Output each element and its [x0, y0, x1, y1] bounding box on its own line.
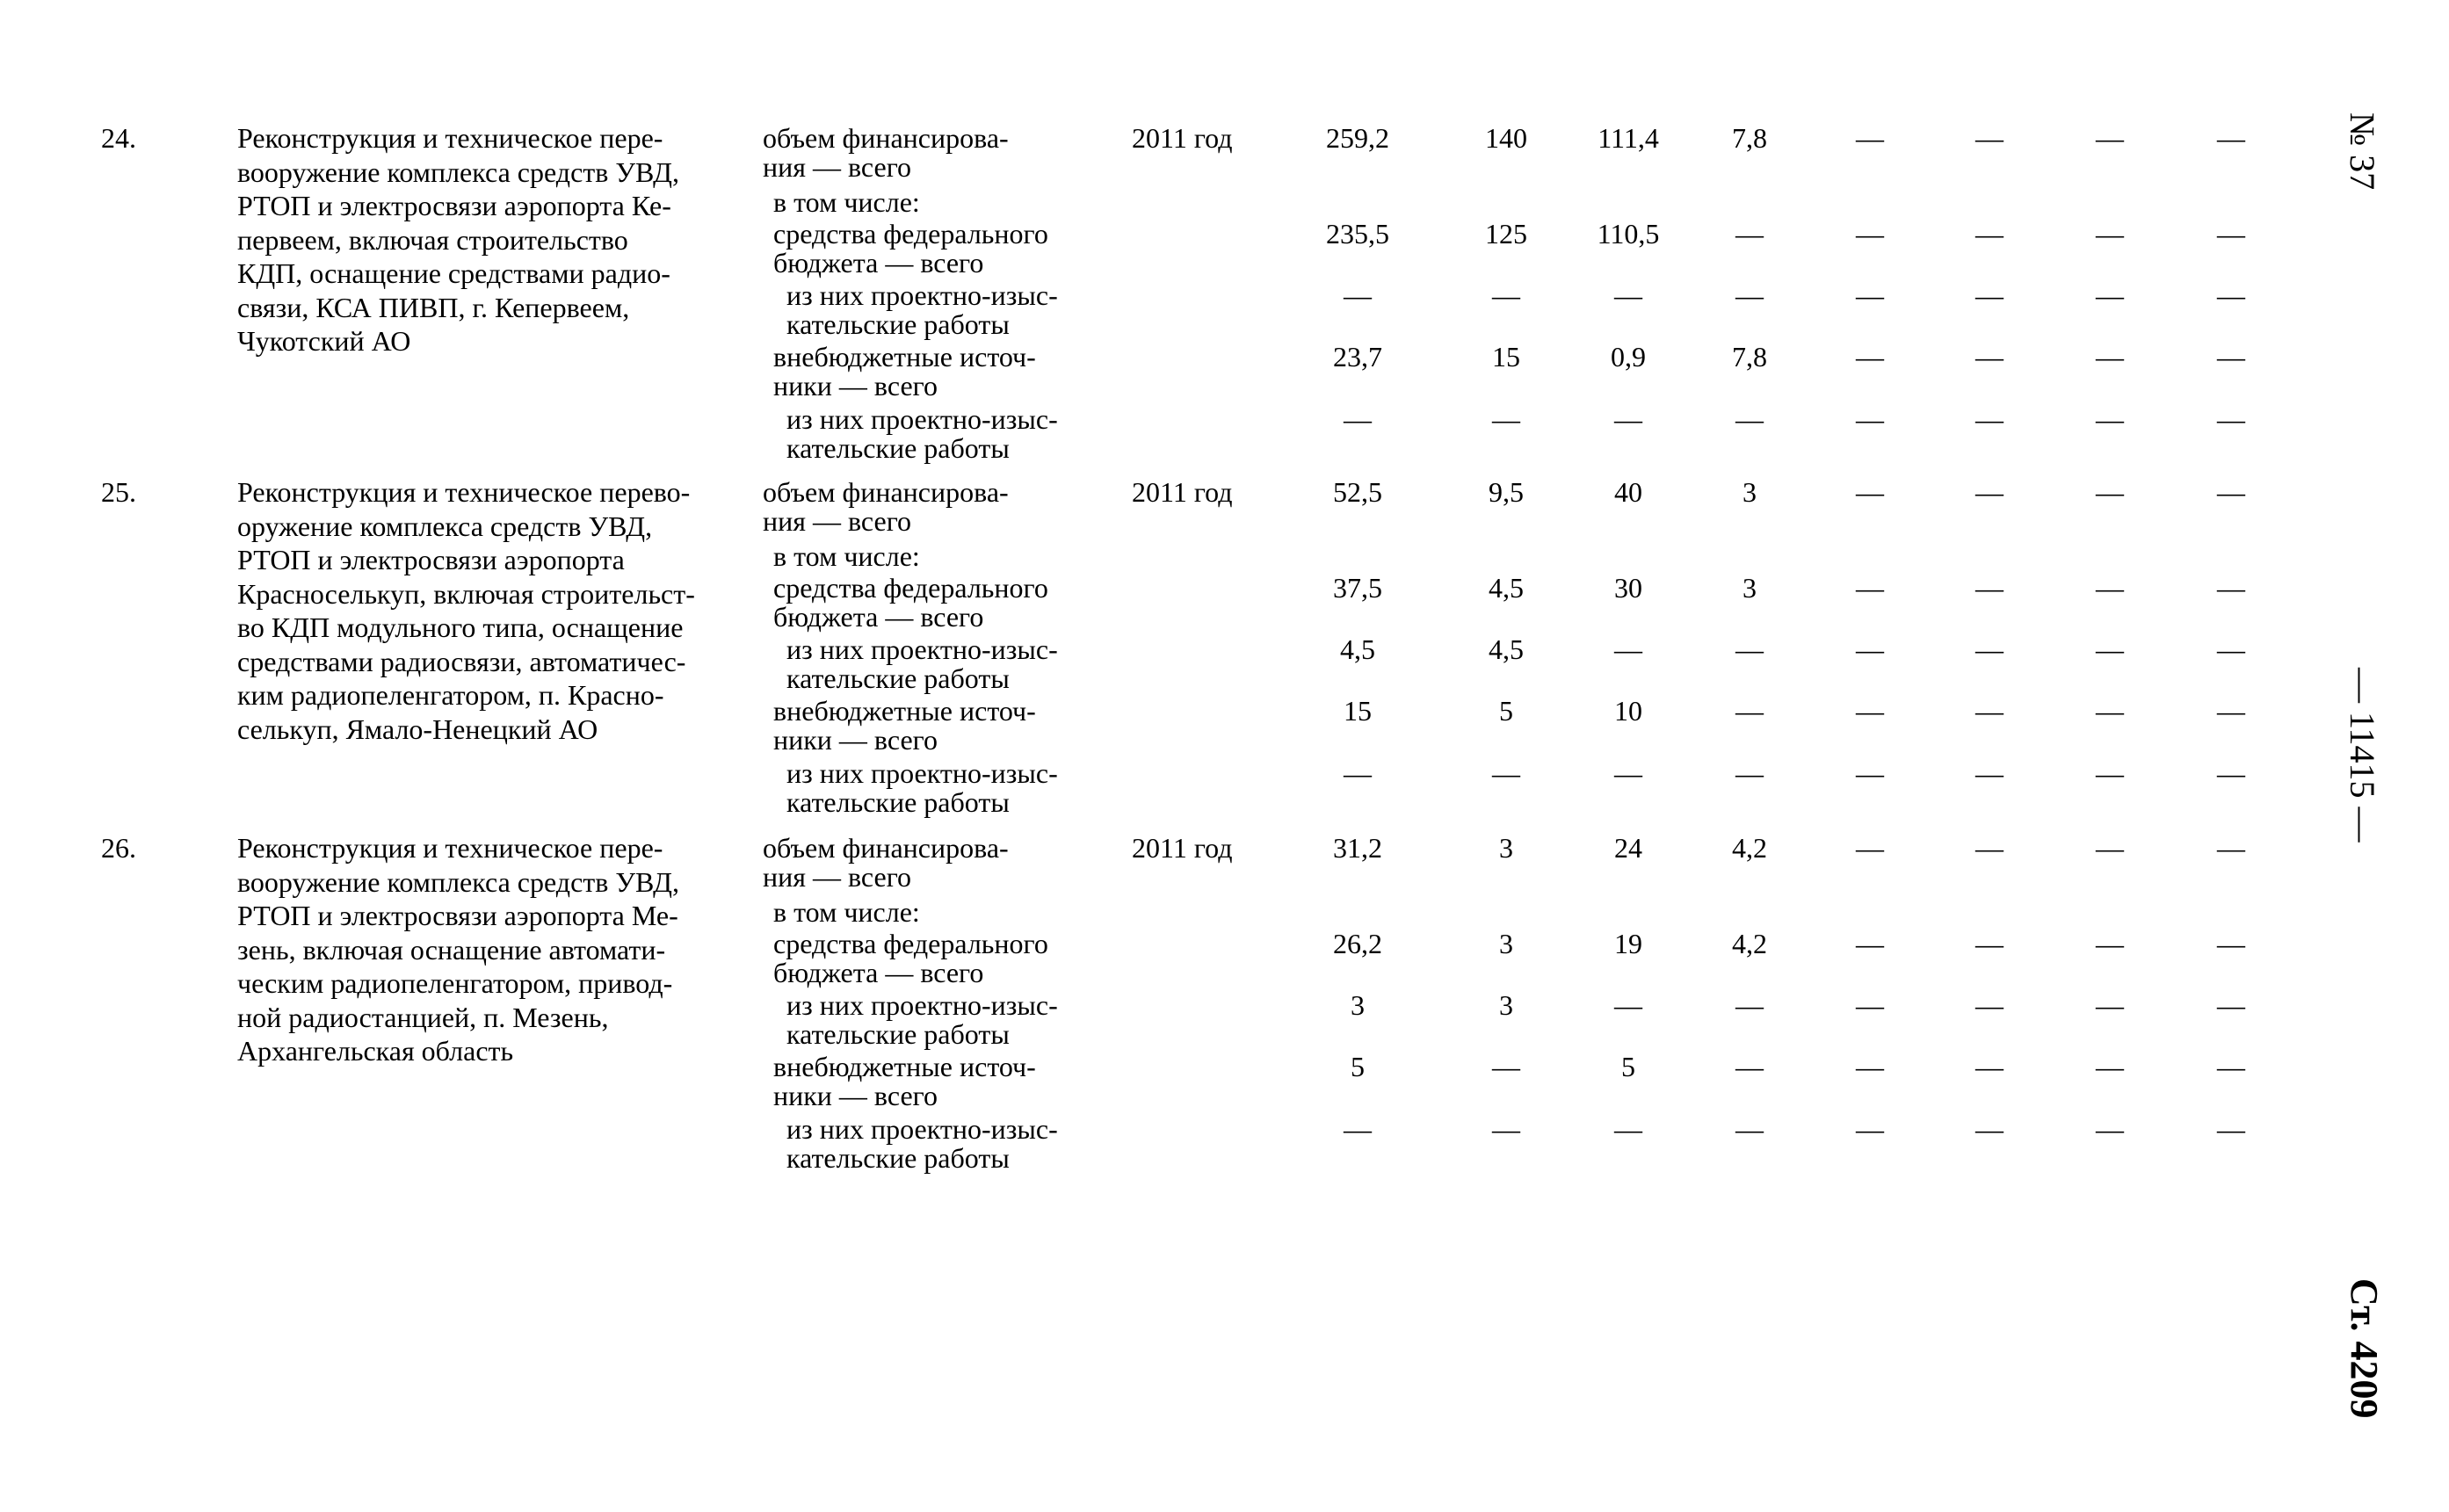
entry-name-line: ческим радиопеленгатором, привод-	[237, 967, 673, 999]
table-cell: 0,9	[1611, 341, 1646, 373]
row-label-line: в том числе:	[773, 186, 920, 218]
table-cell: —	[2217, 1051, 2245, 1082]
entry-year: 2011 год	[1132, 122, 1233, 154]
table-cell: —	[1735, 403, 1764, 435]
issue-number: № 37	[2343, 112, 2382, 191]
entry-name-line: Реконструкция и техническое перево-	[237, 476, 691, 508]
table-cell: —	[1975, 122, 2003, 154]
row-label-line: кательские работы	[786, 786, 1010, 818]
table-cell: —	[1344, 757, 1372, 789]
table-cell: —	[1614, 633, 1642, 665]
row-label-line: бюджета — всего	[773, 601, 984, 633]
row-label-line: в том числе:	[773, 540, 920, 572]
entry-name-line: ким радиопеленгатором, п. Красно-	[237, 679, 664, 711]
table-cell: —	[1856, 832, 1884, 864]
table-cell: 5	[1621, 1051, 1635, 1082]
table-cell: —	[1856, 572, 1884, 604]
table-cell: —	[1735, 1051, 1764, 1082]
table-cell: —	[2217, 476, 2245, 508]
table-cell: —	[1735, 279, 1764, 311]
table-cell: 15	[1492, 341, 1520, 373]
table-cell: —	[2096, 1051, 2124, 1082]
row-label-line: кательские работы	[786, 308, 1010, 340]
table-cell: —	[1856, 341, 1884, 373]
table-cell: —	[1856, 928, 1884, 959]
row-label-line: средства федерального	[773, 218, 1048, 250]
table-cell: 3	[1351, 989, 1365, 1021]
table-cell: 7,8	[1732, 341, 1767, 373]
table-cell: —	[1975, 1051, 2003, 1082]
entry-name-line: вооружение комплекса средств УВД,	[237, 156, 679, 188]
table-cell: —	[1975, 403, 2003, 435]
table-cell: —	[1856, 989, 1884, 1021]
entry-year: 2011 год	[1132, 476, 1233, 508]
table-cell: 24	[1614, 832, 1642, 864]
row-label-line: внебюджетные источ-	[773, 341, 1036, 373]
row-label-line: из них проектно-изыс-	[786, 279, 1058, 311]
table-cell: 4,5	[1489, 633, 1524, 665]
table-cell: 3	[1499, 989, 1513, 1021]
table-cell: 111,4	[1598, 122, 1659, 154]
table-cell: —	[1975, 572, 2003, 604]
row-label-line: из них проектно-изыс-	[786, 633, 1058, 665]
table-cell: —	[2217, 633, 2245, 665]
table-cell: —	[1735, 633, 1764, 665]
entry-name-line: РТОП и электросвязи аэропорта Ме-	[237, 900, 678, 931]
entry-name-line: оружение комплекса средств УВД,	[237, 510, 653, 542]
row-label-line: кательские работы	[786, 662, 1010, 694]
table-cell: —	[2096, 832, 2124, 864]
table-cell: —	[2217, 1113, 2245, 1145]
table-cell: 3	[1743, 572, 1757, 604]
row-label-line: ники — всего	[773, 724, 938, 756]
row-label-line: объем финансирова-	[763, 122, 1009, 154]
table-cell: —	[1344, 279, 1372, 311]
row-label-line: ники — всего	[773, 370, 938, 402]
table-cell: 5	[1351, 1051, 1365, 1082]
table-cell: —	[2096, 572, 2124, 604]
table-cell: —	[1492, 757, 1520, 789]
table-cell: 40	[1614, 476, 1642, 508]
row-label-line: объем финансирова-	[763, 832, 1009, 864]
table-cell: —	[2096, 633, 2124, 665]
table-cell: —	[2096, 1113, 2124, 1145]
row-label-line: средства федерального	[773, 572, 1048, 604]
table-cell: —	[1492, 403, 1520, 435]
row-label-line: ники — всего	[773, 1080, 938, 1111]
entry-number: 25.	[101, 476, 136, 508]
table-cell: 31,2	[1333, 832, 1382, 864]
table-cell: —	[1856, 1113, 1884, 1145]
table-cell: —	[1614, 757, 1642, 789]
table-cell: 23,7	[1333, 341, 1382, 373]
entry-number: 24.	[101, 122, 136, 154]
table-cell: —	[2217, 695, 2245, 727]
table-cell: —	[2217, 218, 2245, 250]
table-cell: —	[2096, 757, 2124, 789]
table-cell: —	[1975, 633, 2003, 665]
row-label-line: из них проектно-изыс-	[786, 989, 1058, 1021]
row-label-line: из них проектно-изыс-	[786, 757, 1058, 789]
table-cell: 259,2	[1326, 122, 1389, 154]
table-cell: —	[1856, 633, 1884, 665]
row-label-line: кательские работы	[786, 432, 1010, 464]
table-cell: —	[1492, 279, 1520, 311]
table-cell: —	[2217, 989, 2245, 1021]
table-cell: —	[2217, 832, 2245, 864]
table-cell: 4,2	[1732, 928, 1767, 959]
table-cell: 19	[1614, 928, 1642, 959]
entry-name-line: во КДП модульного типа, оснащение	[237, 611, 684, 643]
entry-number: 26.	[101, 832, 136, 864]
table-cell: 52,5	[1333, 476, 1382, 508]
table-cell: —	[1975, 989, 2003, 1021]
table-cell: —	[1492, 1051, 1520, 1082]
table-cell: —	[2217, 122, 2245, 154]
table-cell: —	[1856, 1051, 1884, 1082]
entry-name-line: связи, КСА ПИВП, г. Кепервеем,	[237, 291, 630, 323]
table-cell: —	[2096, 279, 2124, 311]
table-cell: —	[2096, 403, 2124, 435]
table-cell: —	[1856, 757, 1884, 789]
table-cell: 37,5	[1333, 572, 1382, 604]
table-cell: —	[1344, 403, 1372, 435]
row-label-line: в том числе:	[773, 896, 920, 928]
entry-name-line: вооружение комплекса средств УВД,	[237, 865, 679, 898]
entry-year: 2011 год	[1132, 832, 1233, 864]
table-cell: —	[1735, 695, 1764, 727]
row-label-line: ния — всего	[763, 861, 912, 893]
table-cell: —	[2217, 928, 2245, 959]
table-cell: —	[1856, 476, 1884, 508]
table-cell: —	[1492, 1113, 1520, 1145]
table-cell: —	[2217, 572, 2245, 604]
entry-name-line: КДП, оснащение средствами радио-	[237, 257, 670, 289]
table-cell: —	[1975, 757, 2003, 789]
row-label-line: бюджета — всего	[773, 957, 984, 988]
table-cell: 4,5	[1340, 633, 1375, 665]
row-label-line: средства федерального	[773, 928, 1048, 959]
row-label-line: кательские работы	[786, 1142, 1010, 1174]
entry-name-line: Реконструкция и техническое пере-	[237, 832, 663, 864]
table-cell: —	[2096, 989, 2124, 1021]
table-cell: 26,2	[1333, 928, 1382, 959]
table-cell: —	[1975, 928, 2003, 959]
table-cell: —	[1735, 1113, 1764, 1145]
table-cell: 30	[1614, 572, 1642, 604]
document-number: — 11415 —	[2343, 668, 2382, 843]
row-label-line: из них проектно-изыс-	[786, 1113, 1058, 1145]
row-label-line: внебюджетные источ-	[773, 1051, 1036, 1082]
table-cell: —	[2217, 403, 2245, 435]
table-cell: —	[2217, 757, 2245, 789]
table-cell: —	[1614, 403, 1642, 435]
table-cell: —	[2217, 279, 2245, 311]
table-cell: —	[2096, 695, 2124, 727]
entry-name-line: РТОП и электросвязи аэропорта	[237, 544, 625, 575]
table-cell: —	[2217, 341, 2245, 373]
table-cell: —	[1975, 341, 2003, 373]
entry-name-line: зень, включая оснащение автомати-	[237, 933, 666, 966]
row-label-line: объем финансирова-	[763, 476, 1009, 508]
table-cell: 3	[1499, 832, 1513, 864]
table-cell: 4,5	[1489, 572, 1524, 604]
row-label-line: внебюджетные источ-	[773, 695, 1036, 727]
entry-name-line: Реконструкция и техническое пере-	[237, 122, 663, 154]
row-label-line: кательские работы	[786, 1018, 1010, 1050]
table-cell: —	[1856, 695, 1884, 727]
table-cell: —	[1735, 757, 1764, 789]
table-cell: —	[1614, 1113, 1642, 1145]
table-cell: 125	[1485, 218, 1527, 250]
table-cell: —	[1975, 695, 2003, 727]
entry-name-line: Красноселькуп, включая строительст-	[237, 577, 695, 610]
entry-name-line: Чукотский АО	[237, 325, 411, 357]
table-cell: —	[1614, 279, 1642, 311]
row-label-line: из них проектно-изыс-	[786, 403, 1058, 435]
table-cell: —	[1735, 989, 1764, 1021]
table-cell: —	[2096, 476, 2124, 508]
table-cell: 4,2	[1732, 832, 1767, 864]
table-cell: —	[2096, 218, 2124, 250]
table-cell: —	[1856, 122, 1884, 154]
table-cell: —	[1975, 832, 2003, 864]
entry-name-line: ной радиостанцией, п. Мезень,	[237, 1001, 609, 1033]
table-cell: —	[1614, 989, 1642, 1021]
table-cell: 3	[1743, 476, 1757, 508]
table-cell: —	[1856, 403, 1884, 435]
table-cell: —	[1975, 218, 2003, 250]
table-cell: —	[1735, 218, 1764, 250]
table-cell: 5	[1499, 695, 1513, 727]
page-number: Ст. 4209	[2343, 1278, 2386, 1419]
table-cell: 7,8	[1732, 122, 1767, 154]
table-cell: 15	[1344, 695, 1372, 727]
entry-name-line: РТОП и электросвязи аэропорта Ке-	[237, 190, 671, 221]
table-cell: —	[2096, 928, 2124, 959]
table-cell: —	[1975, 1113, 2003, 1145]
entry-name-line: селькуп, Ямало-Ненецкий АО	[237, 713, 598, 745]
table-cell: —	[1856, 279, 1884, 311]
table-cell: 235,5	[1326, 218, 1389, 250]
table-cell: —	[1975, 279, 2003, 311]
table-cell: —	[2096, 341, 2124, 373]
row-label-line: ния — всего	[763, 505, 912, 537]
row-label-line: бюджета — всего	[773, 247, 984, 279]
entry-name-line: средствами радиосвязи, автоматичес-	[237, 645, 686, 677]
entry-name-line: Архангельская область	[237, 1035, 514, 1067]
table-cell: 10	[1614, 695, 1642, 727]
table-cell: 3	[1499, 928, 1513, 959]
table-cell: 140	[1485, 122, 1527, 154]
table-cell: —	[1975, 476, 2003, 508]
table-cell: —	[1344, 1113, 1372, 1145]
table-cell: 110,5	[1597, 218, 1660, 250]
entry-name-line: первеем, включая строительство	[237, 223, 628, 256]
table-cell: —	[2096, 122, 2124, 154]
table-cell: 9,5	[1489, 476, 1524, 508]
table-cell: —	[1856, 218, 1884, 250]
row-label-line: ния — всего	[763, 151, 912, 183]
